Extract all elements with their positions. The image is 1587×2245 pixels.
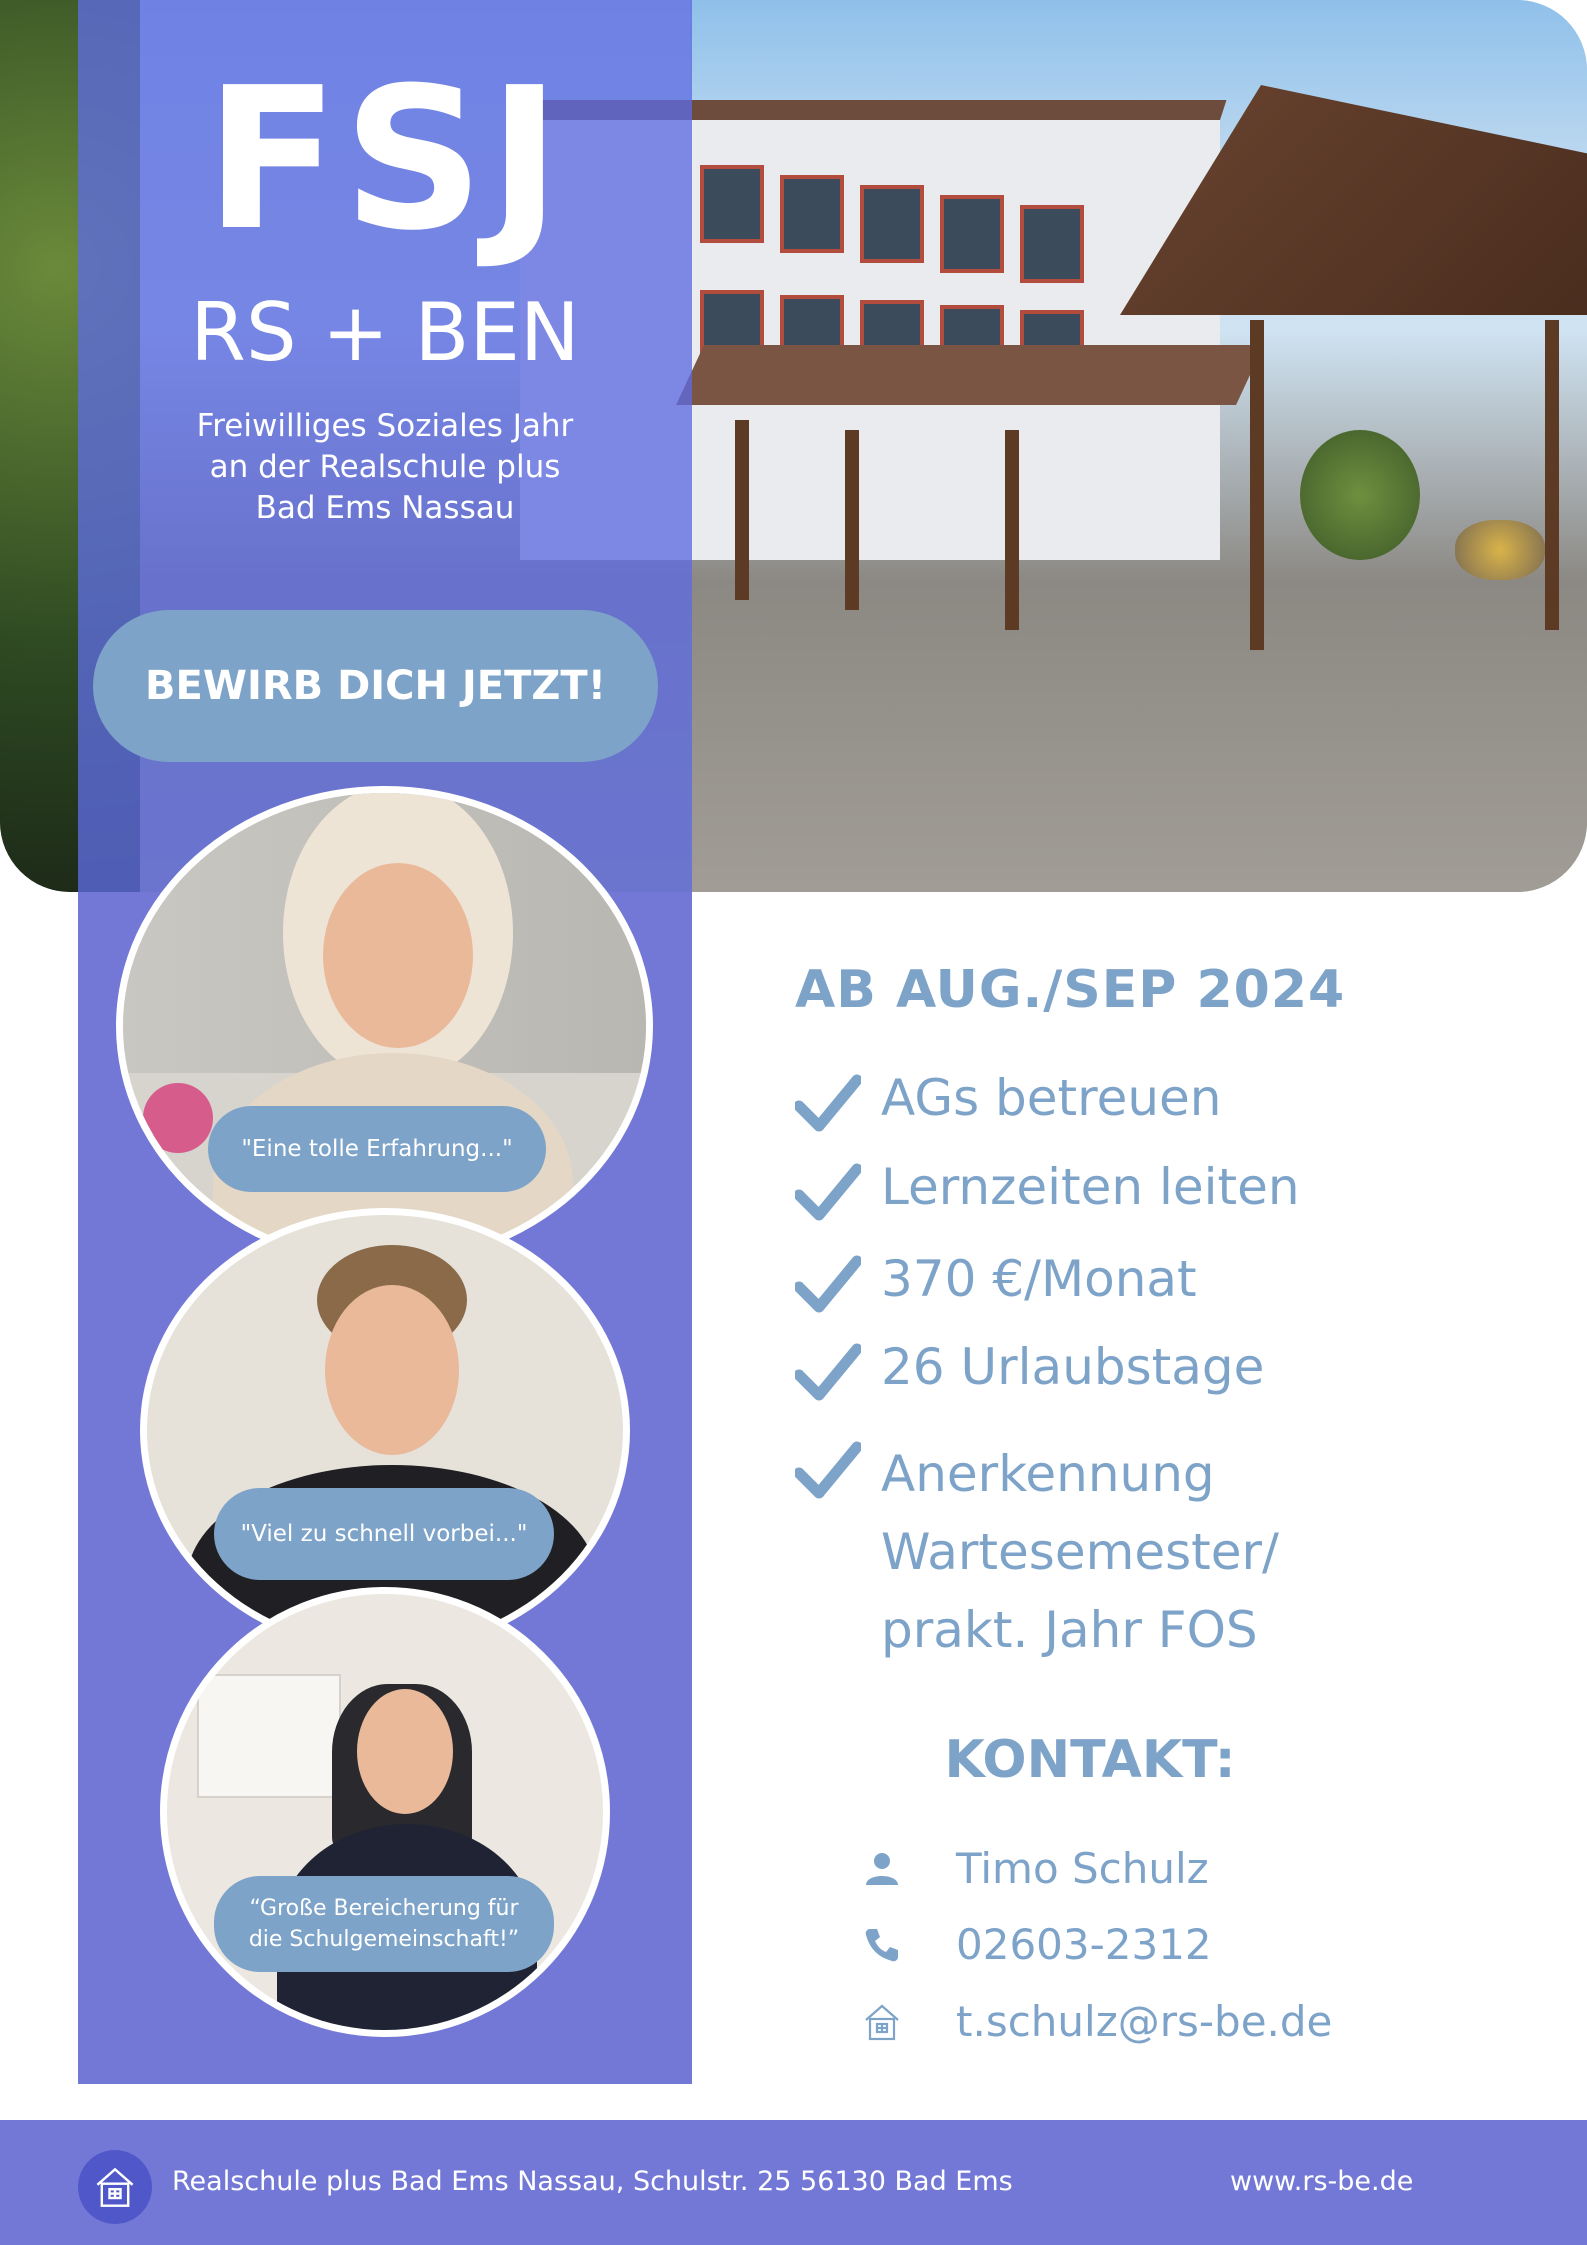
testimonial-quote-2: "Viel zu schnell vorbei..." — [214, 1488, 554, 1580]
school-logo-icon — [78, 2150, 152, 2224]
checkmark-icon — [795, 1163, 861, 1221]
testimonial-quote-3: “Große Bereicherung für die Schulgemeinschaft!” — [214, 1876, 554, 1972]
checkmark-icon — [795, 1441, 861, 1499]
testimonial-quote-1: "Eine tolle Erfahrung..." — [208, 1106, 546, 1192]
contact-heading: KONTAKT: — [944, 1730, 1236, 1790]
contact-phone-row — [860, 1919, 1212, 1971]
start-date-heading: AB AUG./SEP 2024 — [795, 960, 1346, 1020]
apply-now-button[interactable]: BEWIRB DICH JETZT! — [93, 610, 658, 762]
person-icon — [860, 1847, 904, 1891]
phone-icon — [860, 1923, 904, 1967]
contact-phone-link[interactable]: 02603-2312 — [956, 1920, 1212, 1969]
checkmark-icon — [795, 1255, 861, 1313]
contact-name-row — [860, 1843, 1209, 1895]
program-description: Freiwilliges Soziales Jahr an der Realschule plus Bad Ems Nassau — [196, 408, 574, 526]
contact-email-link[interactable]: t.schulz@rs-be.de — [956, 1997, 1333, 2046]
benefit-item: AGs betreuen — [795, 1068, 1300, 1128]
school-icon — [860, 2000, 904, 2044]
benefit-item: Anerkennung Wartesemester/ prakt. Jahr FOS — [795, 1435, 1300, 1669]
footer-website-link[interactable]: www.rs-be.de — [1230, 2166, 1414, 2197]
contact-name: Timo Schulz — [956, 1844, 1209, 1893]
footer-address: Realschule plus Bad Ems Nassau, Schulstr. 25 56130 Bad Ems — [172, 2166, 1013, 2197]
page-title: FSJ — [205, 46, 565, 274]
contact-email-row — [860, 1996, 1332, 2048]
footer — [0, 2120, 1587, 2245]
benefit-item: 26 Urlaubstage — [795, 1337, 1300, 1397]
benefits-list — [795, 1068, 1300, 1669]
benefit-item: 370 €/Monat — [795, 1249, 1300, 1309]
checkmark-icon — [795, 1343, 861, 1401]
page-subtitle: RS + BEN — [190, 286, 580, 379]
checkmark-icon — [795, 1074, 861, 1132]
benefit-item: Lernzeiten leiten — [795, 1157, 1300, 1217]
testimonial-photo-1 — [116, 786, 653, 1266]
